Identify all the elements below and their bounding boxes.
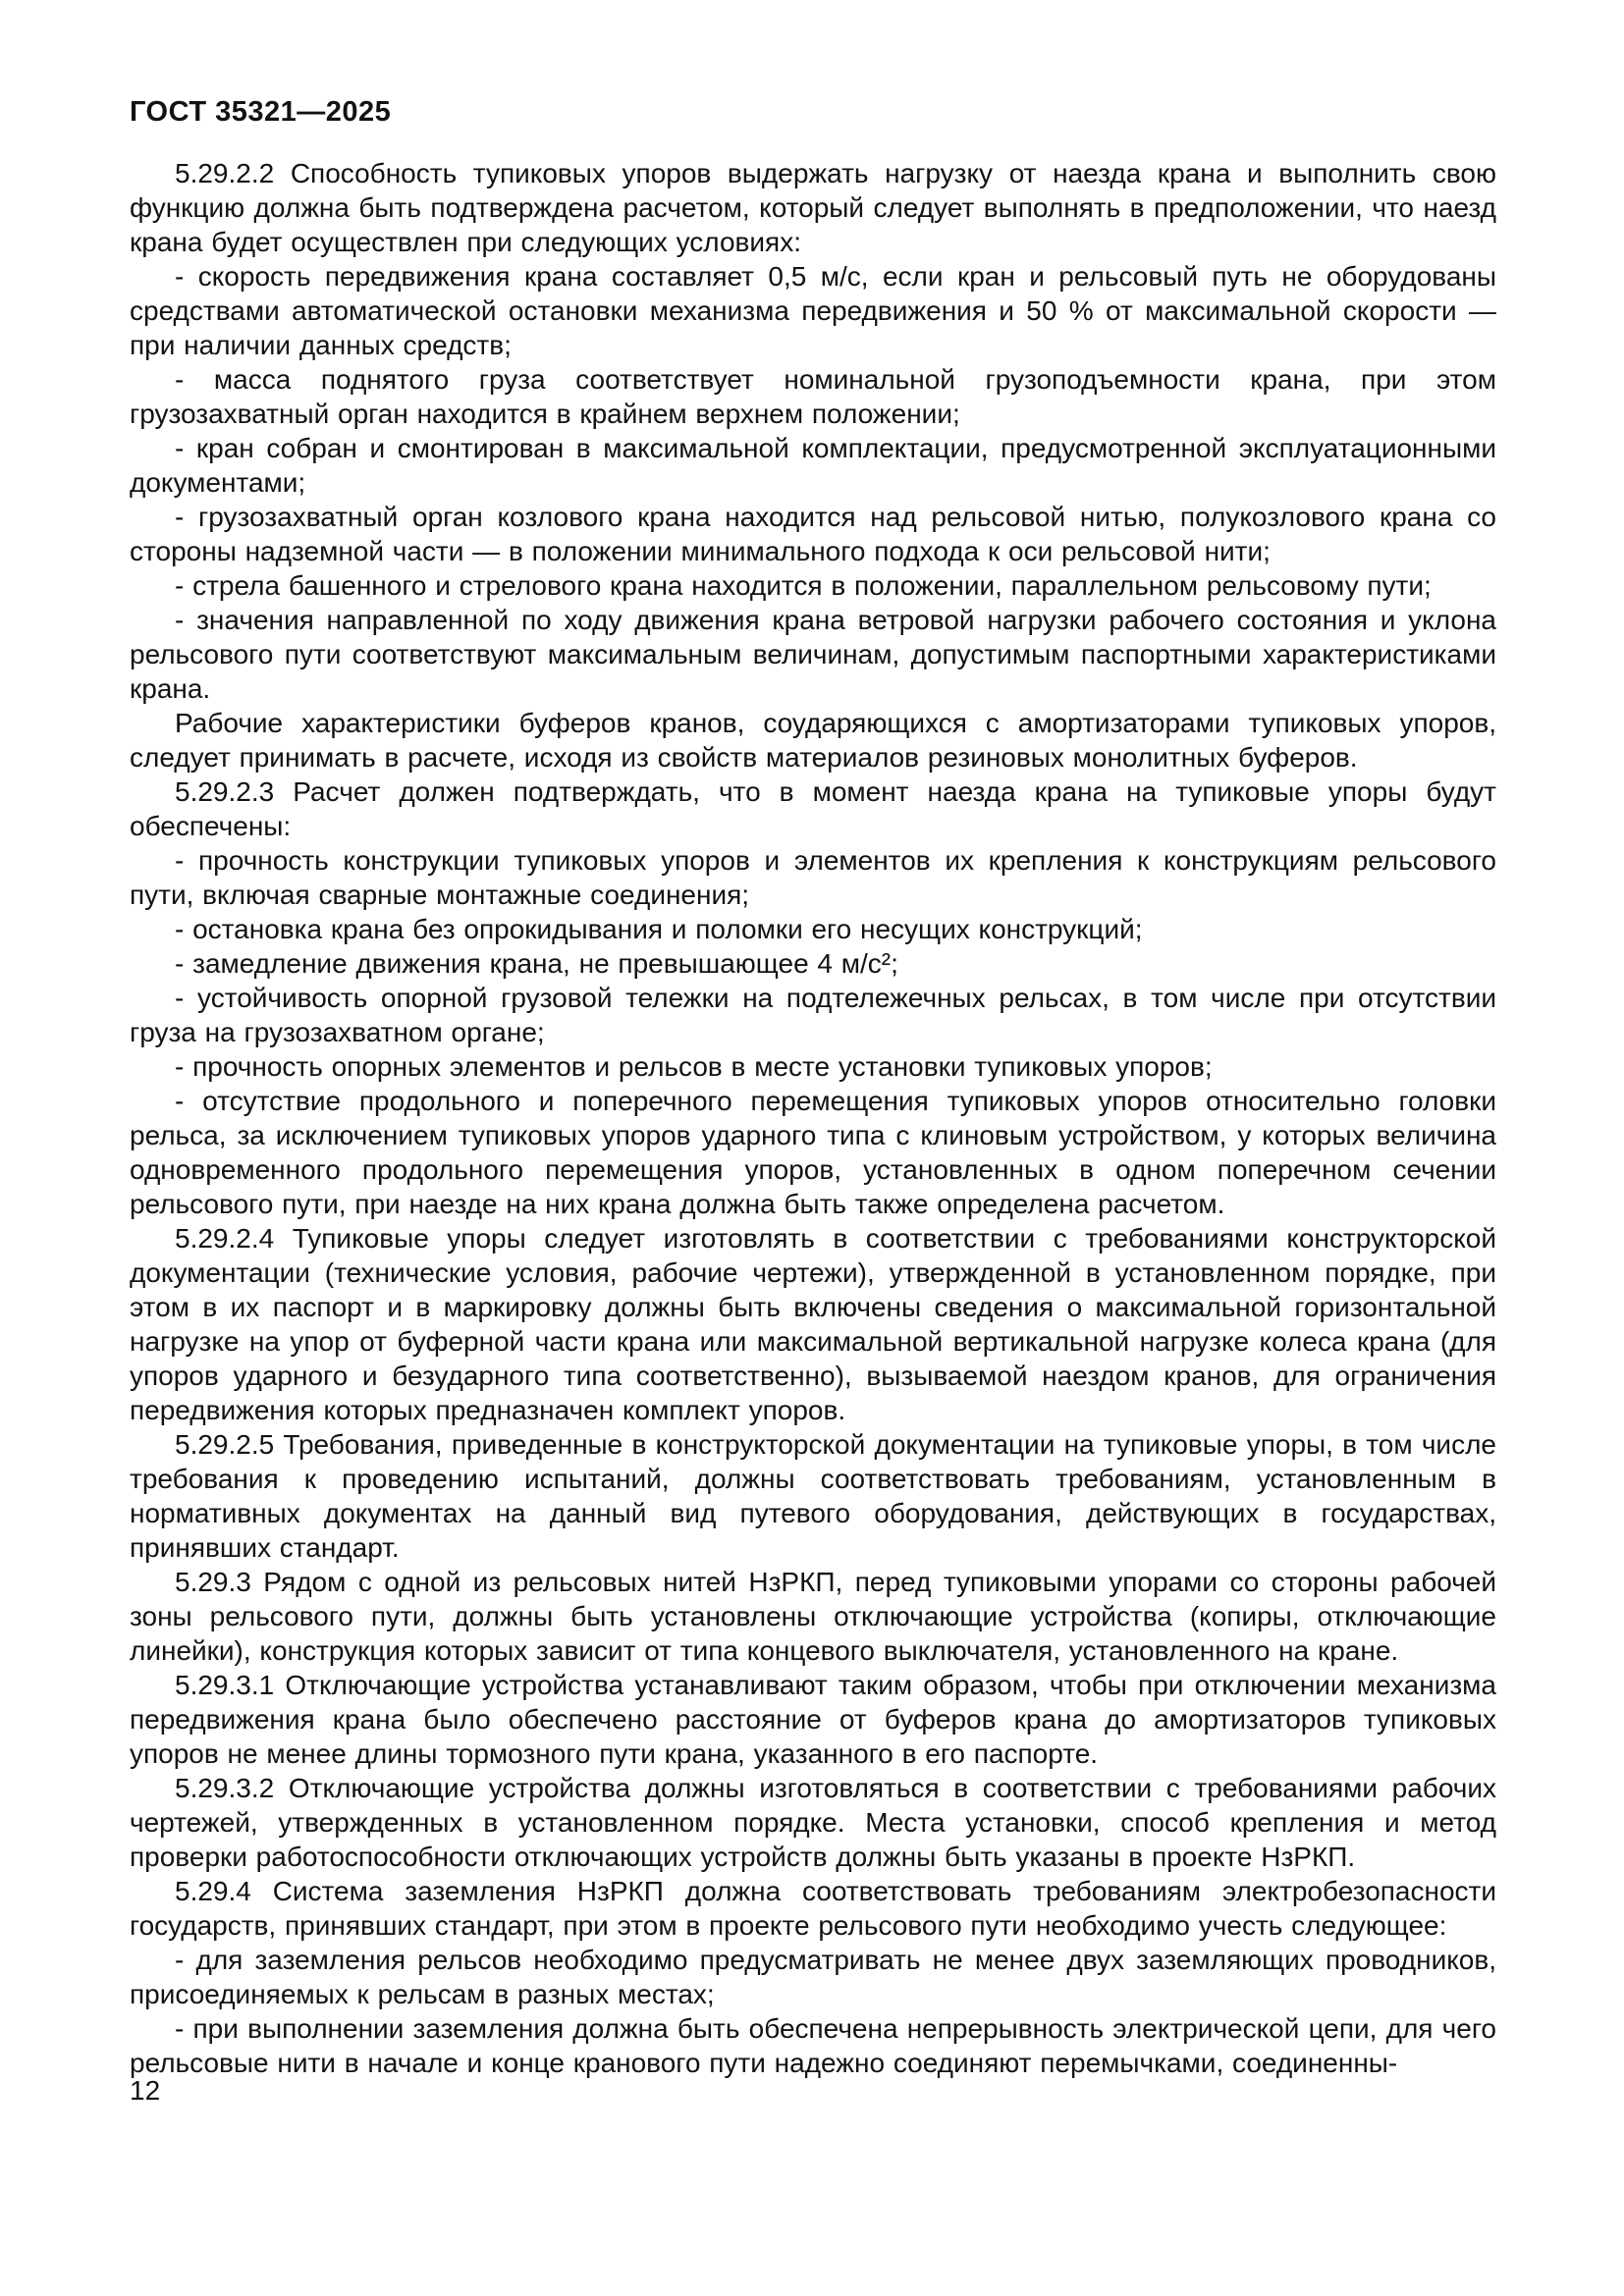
page-number: 12 [130,2075,161,2106]
paragraph-clause-5-29-2-5: 5.29.2.5 Требования, приведенные в конструкторской документации на тупиковые упоры, в том числе требования к проведению испытаний, должны соответствовать требованиям, установленным в нормативных документах на данный вид путевого оборудования, действующих в государствах, принявших стандарт. [130,1429,1496,1563]
document-content [130,96,1496,2080]
list-item-electrical-continuity: - при выполнении заземления должна быть обеспечена непрерывность электрической цепи, для чего рельсовые нити в начале и конце кранового пути надежно соединяют перемычками, соединенны- [130,2013,1496,2078]
list-item-load-handling-device: - грузозахватный орган козлового крана находится над рельсовой нитью, полукозлового крана со стороны надземной части — в положении минимального подхода к оси рельсовой нити; [130,502,1496,566]
list-item-crane-stop-no-overturn: - остановка крана без опрокидывания и поломки его несущих конструкций; [175,914,1143,944]
paragraph-clause-5-29-3-2: 5.29.3.2 Отключающие устройства должны изготовляться в соответствии с требованиями рабочих чертежей, утвержденных в установленном порядке. Места установки, способ крепления и метод проверки работоспособности отключающих устройств должны быть указаны в проекте НзРКП. [130,1773,1496,1872]
paragraph-clause-5-29-3-1: 5.29.3.1 Отключающие устройства устанавливают таким образом, чтобы при отключении механизма передвижения крана было обеспечено расстояние от буферов крана до амортизаторов тупиковых упоров не менее длины тормозного пути крана, указанного в его паспорте. [130,1670,1496,1769]
paragraph-clause-5-29-2-4: 5.29.2.4 Тупиковые упоры следует изготовлять в соответствии с требованиями конструкторской документации (технические условия, рабочие чертежи), утвержденной в установленном порядке, при этом в их паспорт и в маркировку должны быть включены сведения о максимальной горизонтальной нагрузке на упор от буферной части крана или максимальной вертикальной нагрузке колеса крана (для упоров ударного и безударного типа соответственно), вызываемой наездом кранов, для ограничения передвижения которых предназначен комплект упоров. [130,1223,1496,1425]
list-item-crane-assembled: - кран собран и смонтирован в максимальной комплектации, предусмотренной эксплуатационными документами; [130,433,1496,498]
document-header: ГОСТ 35321—2025 [130,96,392,128]
paragraph-buffer-characteristics: Рабочие характеристики буферов кранов, соударяющихся с амортизаторами тупиковых упоров, следует принимать в расчете, исходя из свойств материалов резиновых монолитных буферов. [130,708,1496,773]
list-item-trolley-stability: - устойчивость опорной грузовой тележки на подтележечных рельсах, в том числе при отсутствии груза на грузозахватном органе; [130,983,1496,1047]
list-item-grounding-conductors: - для заземления рельсов необходимо предусматривать не менее двух заземляющих проводников, присоединяемых к рельсам в разных местах; [130,1945,1496,2009]
paragraph-clause-5-29-2-3: 5.29.2.3 Расчет должен подтверждать, что в момент наезда крана на тупиковые упоры будут обеспечены: [130,776,1496,841]
paragraph-clause-5-29-2-2: 5.29.2.2 Способность тупиковых упоров выдержать нагрузку от наезда крана и выполнить свою функцию должна быть подтверждена расчетом, который следует выполнять в предположении, что наезд крана будет осуществлен при следующих условиях: [130,158,1496,257]
list-item-deceleration-limit: - замедление движения крана, не превышающее 4 м/с²; [175,948,898,979]
list-item-no-displacement: - отсутствие продольного и поперечного перемещения тупиковых упоров относительно головки рельса, за исключением тупиковых упоров ударного типа с клиновым устройством, у которых величина одновременного продольного перемещения упоров, установленных в одном поперечном сечении рельсового пути, при наезде на них крана должна быть также определена расчетом. [130,1086,1496,1219]
list-item-support-elements-strength: - прочность опорных элементов и рельсов в месте установки тупиковых упоров; [175,1051,1213,1082]
list-item-stop-strength: - прочность конструкции тупиковых упоров и элементов их крепления к конструкциям рельсового пути, включая сварные монтажные соединения; [130,845,1496,910]
list-item-tower-jib-boom: - стрела башенного и стрелового крана находится в положении, параллельном рельсовому пути; [175,570,1432,601]
list-item-crane-speed: - скорость передвижения крана составляет 0,5 м/с, если кран и рельсовый путь не оборудованы средствами автоматической остановки механизма передвижения и 50 % от максимальной скорости — при наличии данных средств; [130,261,1496,360]
paragraph-clause-5-29-3: 5.29.3 Рядом с одной из рельсовых нитей НзРКП, перед тупиковыми упорами со стороны рабочей зоны рельсового пути, должны быть установлены отключающие устройства (копиры, отключающие линейки), конструкция которых зависит от типа концевого выключателя, установленного на кране. [130,1567,1496,1666]
list-item-wind-load-values: - значения направленной по ходу движения крана ветровой нагрузки рабочего состояния и уклона рельсового пути соответствуют максимальным величинам, допустимым паспортными характеристиками крана. [130,605,1496,704]
paragraph-clause-5-29-4: 5.29.4 Система заземления НзРКП должна соответствовать требованиям электробезопасности государств, принявших стандарт, при этом в проекте рельсового пути необходимо учесть следующее: [130,1876,1496,1941]
list-item-load-mass: - масса поднятого груза соответствует номинальной грузоподъемности крана, при этом грузозахватный орган находится в крайнем верхнем положении; [130,364,1496,429]
